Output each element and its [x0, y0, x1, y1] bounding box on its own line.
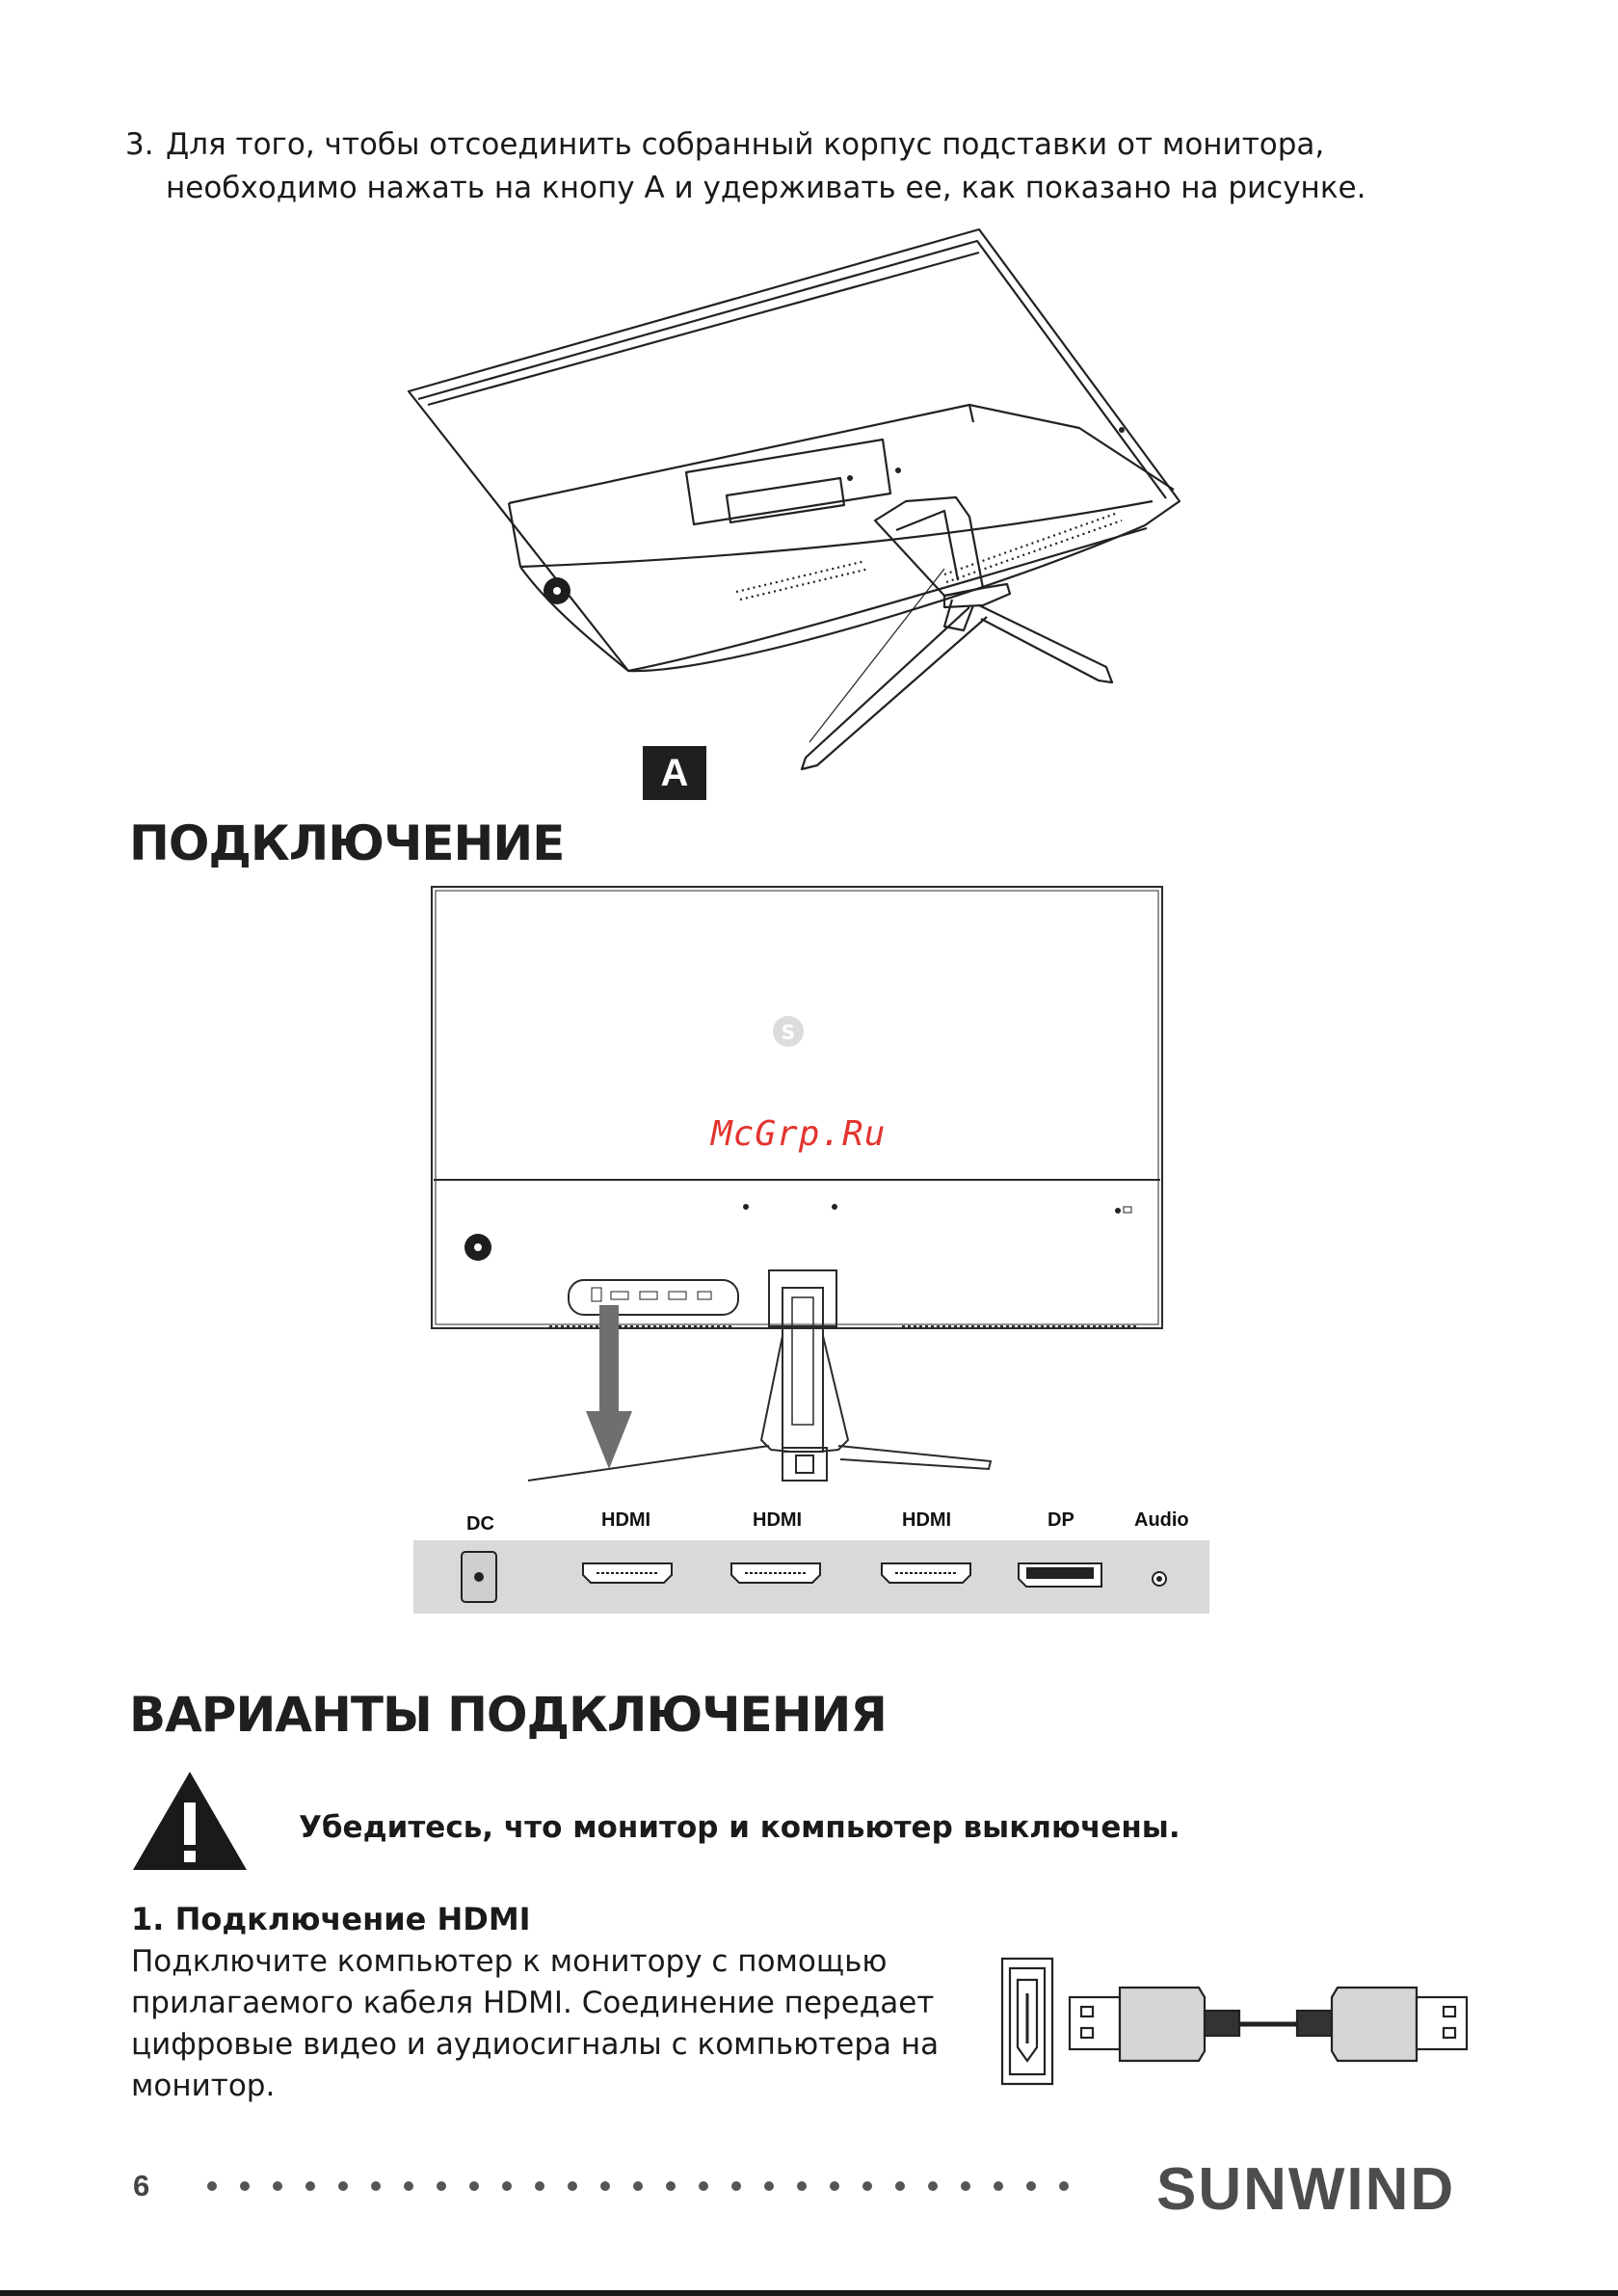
port-label-audio: Audio: [1134, 1509, 1189, 1531]
audio-port-icon: [1153, 1572, 1166, 1586]
hdmi-body: Подключите компьютер к монитору с помощью прилагаемого кабеля HDMI. Соединение передает цифровые видео и аудиосигналы с компьютера на монитор.: [131, 1944, 940, 2103]
bottom-rule: [0, 2290, 1618, 2296]
monitor-rear-illustration: [424, 885, 1176, 1482]
warning-icon: [129, 1768, 251, 1874]
section-title-connection: ПОДКЛЮЧЕНИЕ: [129, 815, 565, 871]
monitor-stand-illustration: [405, 222, 1214, 800]
page-number: 6: [133, 2169, 150, 2203]
port-strip: [413, 1540, 1209, 1614]
hdmi-port-icon-2: [731, 1563, 820, 1583]
step-number: 3.: [125, 127, 154, 162]
watermark-text: McGrp.Ru: [711, 1114, 887, 1154]
section-title-options: ВАРИАНТЫ ПОДКЛЮЧЕНИЯ: [129, 1687, 887, 1743]
hdmi-port-icon-3: [882, 1563, 970, 1583]
hdmi-cable-illustration: [998, 1951, 1490, 2096]
callout-label-a: A: [643, 746, 706, 800]
hdmi-port-icon-1: [583, 1563, 672, 1583]
step-text: Для того, чтобы отсоединить собранный корпус подставки от монитора, необходимо нажать на кнопу А и удерживать ее, как показано на рисунке.: [166, 127, 1366, 205]
port-label-hdmi-1: HDMI: [601, 1509, 651, 1531]
brand-logo-text: SUNWIND: [1156, 2156, 1456, 2223]
dc-port-icon: [462, 1552, 496, 1602]
svg-text:S: S: [781, 1021, 796, 1044]
port-label-hdmi-3: HDMI: [902, 1509, 952, 1531]
port-label-dp: DP: [1048, 1509, 1074, 1531]
dp-port-icon: [1019, 1563, 1101, 1587]
port-label-dc: DC: [466, 1513, 494, 1535]
port-label-hdmi-2: HDMI: [753, 1509, 803, 1531]
footer-dot-leader: [202, 2176, 1099, 2196]
warning-text: Убедитесь, что монитор и компьютер выключены.: [299, 1810, 1180, 1845]
hdmi-heading: 1. Подключение HDMI: [131, 1901, 531, 1937]
